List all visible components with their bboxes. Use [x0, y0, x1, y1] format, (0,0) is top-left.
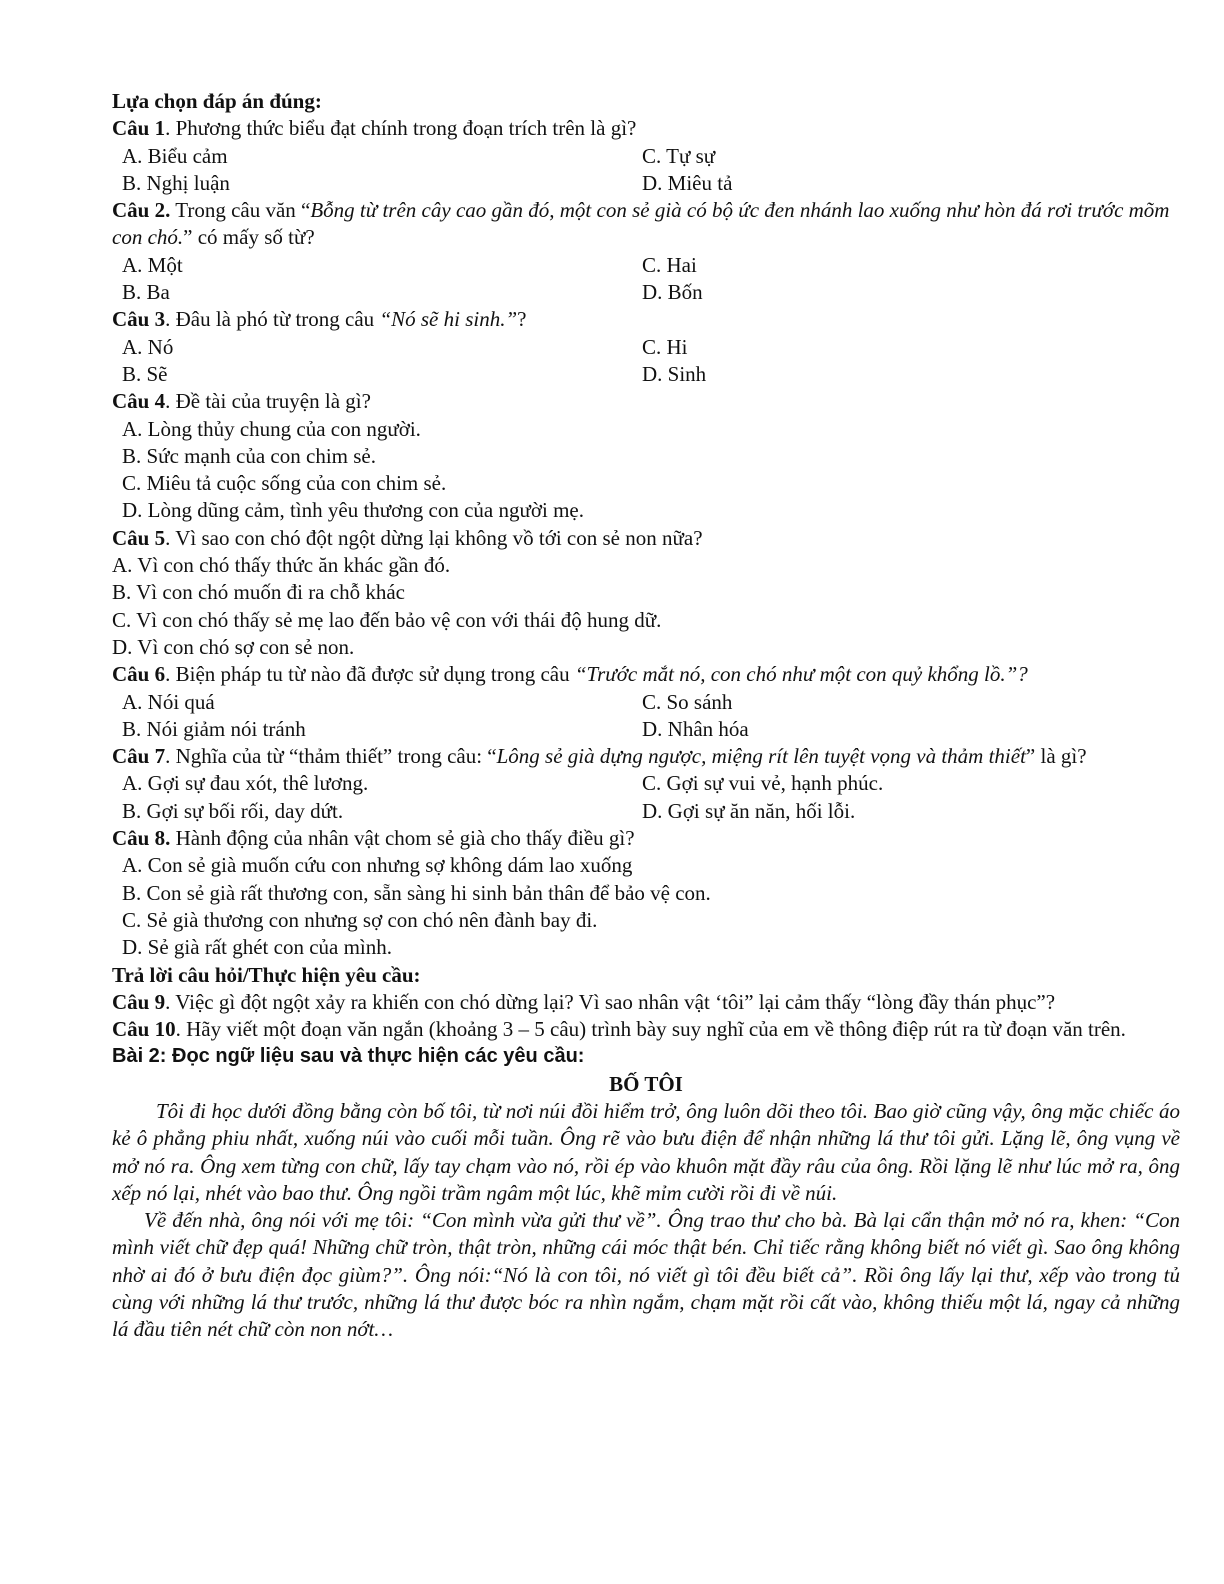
question-1 — [112, 115, 1180, 142]
question-label: Câu 5 — [112, 525, 166, 550]
question-label: Câu 2. — [112, 198, 171, 223]
question-text: Hành động của nhân vật chom sẻ già cho thấy điều gì? — [170, 826, 635, 851]
options-row — [112, 716, 1180, 743]
question-label: Câu 9 — [112, 989, 166, 1014]
option: C. Miêu tả cuộc sống của con chim sẻ. — [122, 471, 447, 496]
option: C. Tự sự — [642, 143, 716, 168]
option: A. Con sẻ già muốn cứu con nhưng sợ không dám lao xuống — [122, 853, 633, 878]
section-heading-answer: Trả lời câu hỏi/Thực hiện yêu cầu: — [112, 962, 421, 987]
question-quote: Bỗng từ trên cây cao gần đó, một con sẻ già có bộ ức đen nhánh lao xuống như hòn đá rơi trước mõm con chó. — [112, 198, 1170, 250]
option: D. Gợi sự ăn năn, hối lỗi. — [642, 798, 856, 823]
question-7 — [112, 743, 1180, 770]
question-quote: “Nó sẽ hi sinh.” — [379, 307, 518, 332]
question-label: Câu 10 — [112, 1017, 176, 1042]
question-text: ” có mấy số từ? — [183, 225, 315, 250]
option: A. Lòng thủy chung của con người. — [122, 416, 421, 441]
exercise-2-heading: Bài 2: Đọc ngữ liệu sau và thực hiện các yêu cầu: — [112, 1045, 585, 1068]
question-label: Câu 7 — [112, 744, 166, 769]
question-4 — [112, 388, 1180, 415]
question-5 — [112, 525, 1180, 552]
options-row — [112, 798, 1180, 825]
question-text: . Phương thức biểu đạt chính trong đoạn trích trên là gì? — [165, 116, 637, 141]
option: D. Nhân hóa — [642, 716, 749, 741]
option: B. Nói giảm nói tránh — [122, 716, 306, 741]
question-label: Câu 3 — [112, 307, 166, 332]
option: C. So sánh — [642, 689, 733, 714]
options-row — [112, 334, 1180, 361]
question-text: . Vì sao con chó đột ngột dừng lại không vồ tới con sẻ non nữa? — [165, 525, 703, 550]
option: B. Nghị luận — [122, 170, 230, 195]
option: C. Gợi sự vui vẻ, hạnh phúc. — [642, 771, 884, 796]
options-row — [112, 361, 1180, 388]
story-paragraph-1: Tôi đi học dưới đồng bằng còn bố tôi, từ nơi núi đồi hiểm trở, ông luôn dõi theo tôi. Bao giờ cũng vậy, ông mặc chiếc áo kẻ ô phẳng phiu nhất, xuống núi vào cuối mỗi tuần. Ông rẽ vào bưu điện để nhận những lá thư tôi gửi. Lặng lẽ, ông vụng về mở nó ra. Ông xem từng con chữ, lấy tay chạm vào nó, rồi ép vào khuôn mặt đầy râu của ông. Rồi lặng lẽ như lúc mở ra, ông xếp nó lại, nhét vào bao thư. Ông ngồi trầm ngâm một lúc, khẽ mỉm cười rồi đi về núi. — [112, 1098, 1180, 1205]
question-text: ? — [517, 307, 527, 332]
question-quote: “Trước mắt nó, con chó như một con quỷ khổng lồ.”? — [574, 662, 1028, 687]
question-text: . Hãy viết một đoạn văn ngắn (khoảng 3 – 5 câu) trình bày suy nghĩ của em về thông điệp rút ra từ đoạn văn trên. — [175, 1017, 1126, 1042]
question-9 — [112, 989, 1180, 1016]
story-paragraph-2: Về đến nhà, ông nói với mẹ tôi: “Con mình vừa gửi thư về”. Ông trao thư cho bà. Bà lại cẩn thận mở nó ra, khen: “Con mình viết chữ đẹp quá! Những chữ tròn, thật tròn, những cái móc thật bén. Chỉ tiếc rằng không biết nó viết gì. Sao ông không nhờ ai đó ở bưu điện đọc giùm?”. Ông nói:“Nó là con tôi, nó viết gì tôi đều biết cả”. Rồi ông lấy lại thư, xếp vào trong tủ cùng với những lá thư trước, những lá thư được bóc ra nhìn ngắm, chạm mặt rồi cất vào, không thiếu một lá, ngay cả những lá đầu tiên nét chữ còn non nớt… — [112, 1208, 1180, 1342]
option: D. Vì con chó sợ con sẻ non. — [112, 634, 355, 659]
question-label: Câu 6 — [112, 662, 166, 687]
option: A. Một — [122, 252, 183, 277]
question-10 — [112, 1016, 1180, 1043]
question-2 — [112, 197, 1180, 252]
options-row — [112, 170, 1180, 197]
option: A. Gợi sự đau xót, thê lương. — [122, 771, 369, 796]
option: B. Vì con chó muốn đi ra chỗ khác — [112, 580, 405, 605]
question-text: Trong câu văn “ — [170, 198, 311, 223]
question-text: . Nghĩa của từ “thảm thiết” trong câu: “ — [165, 744, 497, 769]
option: B. Sức mạnh của con chim sẻ. — [122, 443, 376, 468]
options-row — [112, 252, 1180, 279]
option: A. Nói quá — [122, 689, 215, 714]
option: B. Sẽ — [122, 361, 168, 386]
options-row — [112, 770, 1180, 797]
option: A. Biểu cảm — [122, 143, 228, 168]
question-text: . Đâu là phó từ trong câu — [165, 307, 380, 332]
option: B. Ba — [122, 280, 170, 305]
option: C. Vì con chó thấy sẻ mẹ lao đến bảo vệ con với thái độ hung dữ. — [112, 607, 662, 632]
question-text: . Đề tài của truyện là gì? — [165, 389, 371, 414]
question-label: Câu 1 — [112, 116, 166, 141]
options-row — [112, 143, 1180, 170]
question-label: Câu 4 — [112, 389, 166, 414]
section-heading-choose: Lựa chọn đáp án đúng: — [112, 89, 322, 113]
options-row — [112, 689, 1180, 716]
option: C. Sẻ già thương con nhưng sợ con chó nên đành bay đi. — [122, 907, 598, 932]
question-6 — [112, 661, 1180, 688]
option: D. Lòng dũng cảm, tình yêu thương con của người mẹ. — [122, 498, 584, 523]
option: C. Hai — [642, 252, 697, 277]
option: C. Hi — [642, 334, 688, 359]
option: B. Con sẻ già rất thương con, sẵn sàng hi sinh bản thân để bảo vệ con. — [122, 880, 711, 905]
question-label: Câu 8. — [112, 826, 171, 851]
option: A. Nó — [122, 334, 174, 359]
option: D. Bốn — [642, 280, 703, 305]
question-quote: Lông sẻ già dựng ngược, miệng rít lên tuyệt vọng và thảm thiết — [496, 744, 1026, 769]
question-text: . Việc gì đột ngột xảy ra khiến con chó dừng lại? Vì sao nhân vật ‘tôi” lại cảm thấy “lòng đầy thán phục”? — [165, 989, 1056, 1014]
question-text: ” là gì? — [1025, 744, 1087, 769]
option: A. Vì con chó thấy thức ăn khác gần đó. — [112, 553, 451, 578]
options-row — [112, 279, 1180, 306]
option: D. Miêu tả — [642, 170, 733, 195]
question-8 — [112, 825, 1180, 852]
option: D. Sẻ già rất ghét con của mình. — [122, 935, 393, 960]
option: B. Gợi sự bối rối, day dứt. — [122, 798, 344, 823]
option: D. Sinh — [642, 361, 707, 386]
question-3 — [112, 306, 1180, 333]
story-title: BỐ TÔI — [609, 1071, 683, 1096]
question-text: . Biện pháp tu từ nào đã được sử dụng trong câu — [165, 662, 575, 687]
